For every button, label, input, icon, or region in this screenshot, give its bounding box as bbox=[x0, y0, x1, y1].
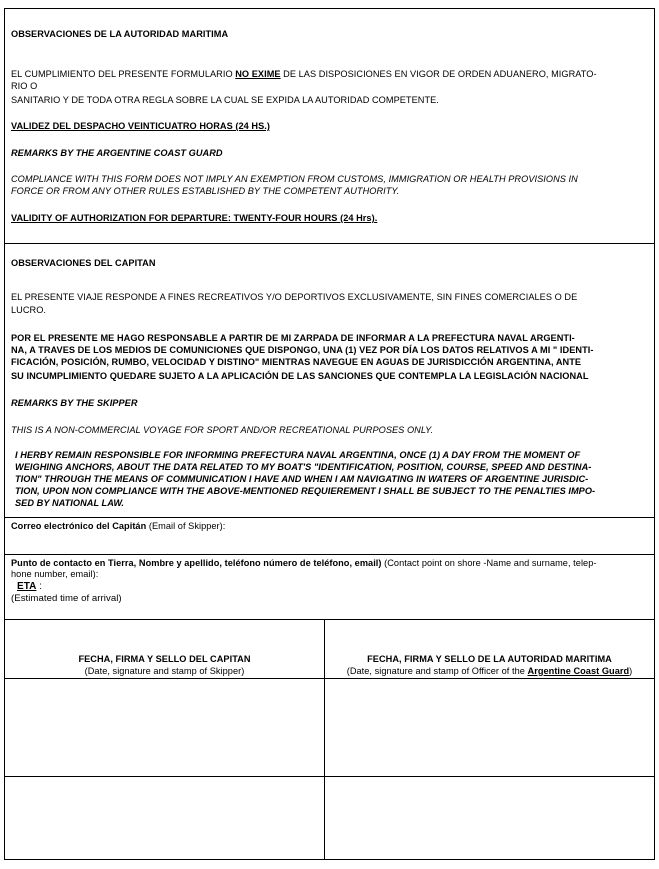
coast-guard-remarks-heading: REMARKS BY THE ARGENTINE COAST GUARD bbox=[11, 148, 223, 158]
responsibility-es-line3: FICACIÓN, POSICIÓN, RUMBO, VELOCIDAD Y DISTINO" MIENTRAS NAVEGUE EN AGUAS DE JURISDICCIÓN ARGENTINA, ANTE bbox=[11, 357, 582, 367]
compliance-en-line1: COMPLIANCE WITH THIS FORM DOES NOT IMPLY AN EXEMPTION FROM CUSTOMS, IMMIGRATION OR HEALTH PROVISIONS IN bbox=[11, 174, 578, 184]
coast-guard-emphasis: Argentine Coast Guard bbox=[527, 665, 630, 676]
skipper-signature-box[interactable] bbox=[5, 679, 324, 776]
skipper-signature-title: FECHA, FIRMA Y SELLO DEL CAPITAN bbox=[78, 654, 251, 664]
email-label-es: Correo electrónico del Capitán bbox=[11, 521, 147, 531]
maritime-observations-heading: OBSERVACIONES DE LA AUTORIDAD MARITIMA bbox=[11, 29, 229, 39]
purpose-es-line1: EL PRESENTE VIAJE RESPONDE A FINES RECREATIVOS Y/O DEPORTIVOS EXCLUSIVAMENTE, SIN FINES COMERCIALES O DE bbox=[11, 292, 578, 302]
skipper-email-field[interactable] bbox=[11, 521, 649, 551]
compliance-en-line2: FORCE OR FROM ANY OTHER RULES ESTABLISHED BY THE COMPETENT AUTHORITY. bbox=[11, 186, 400, 196]
authority-signature-box[interactable] bbox=[325, 679, 654, 776]
contact-label-en: (Contact point on shore -Name and surname, telep- bbox=[381, 558, 597, 568]
responsibility-en-line3: TION" THROUGH THE MEANS OF COMMUNICATION I HAVE AND WHEN I AM NAVIGATING IN WATERS OF ARGENTINE JURISDIC- bbox=[15, 474, 589, 484]
responsibility-es-line2: NA, A TRAVES DE LOS MEDIOS DE COMUNICIONES QUE DISPONGO, UNA (1) VEZ POR DÍA LOS DATOS RELATIVOS A MI " IDENTI- bbox=[11, 345, 594, 355]
maritime-disclaimer-es-line2: RIO O bbox=[11, 81, 38, 91]
captain-observations-heading: OBSERVACIONES DEL CAPITAN bbox=[11, 258, 156, 268]
disclaimer-text-end: DE LAS DISPOSICIONES EN VIGOR DE ORDEN ADUANERO, MIGRATO- bbox=[280, 69, 597, 79]
authority-signature-header bbox=[325, 654, 654, 677]
authority-stamp-box[interactable] bbox=[325, 777, 654, 859]
skipper-stamp-box[interactable] bbox=[5, 777, 324, 859]
purpose-en: THIS IS A NON-COMMERCIAL VOYAGE FOR SPORT AND/OR RECREATIONAL PURPOSES ONLY. bbox=[11, 425, 434, 435]
responsibility-en-line5: SED BY NATIONAL LAW. bbox=[15, 498, 125, 508]
clearance-form bbox=[4, 8, 655, 860]
section-divider bbox=[5, 517, 654, 518]
eta-colon: : bbox=[36, 581, 43, 592]
authority-signature-title: FECHA, FIRMA Y SELLO DE LA AUTORIDAD MARITIMA bbox=[367, 654, 612, 664]
eta-field[interactable] bbox=[17, 581, 42, 593]
contact-label-en-line2: hone number, email): bbox=[11, 569, 99, 579]
section-divider bbox=[5, 243, 654, 244]
section-divider bbox=[5, 619, 654, 620]
shore-contact-field[interactable] bbox=[11, 558, 651, 570]
eta-label: ETA bbox=[17, 581, 37, 592]
disclaimer-text-start: EL CUMPLIMIENTO DEL PRESENTE FORMULARIO bbox=[11, 69, 236, 79]
no-exime-emphasis: NO EXIME bbox=[235, 69, 281, 79]
section-divider bbox=[5, 554, 654, 555]
maritime-disclaimer-es-line3: SANITARIO Y DE TODA OTRA REGLA SOBRE LA CUAL SE EXPIDA LA AUTORIDAD COMPETENTE. bbox=[11, 95, 439, 105]
authority-signature-subtitle bbox=[325, 666, 654, 678]
authority-subtitle-close: ) bbox=[629, 665, 633, 676]
validity-en: VALIDITY OF AUTHORIZATION FOR DEPARTURE: TWENTY-FOUR HOURS (24 Hrs). bbox=[11, 213, 378, 223]
responsibility-en-line1: I HERBY REMAIN RESPONSIBLE FOR INFORMING PREFECTURA NAVAL ARGENTINA, ONCE (1) A DAY FROM THE MOMENT OF bbox=[15, 450, 581, 460]
authority-subtitle-text: (Date, signature and stamp of Officer of the bbox=[346, 665, 528, 676]
responsibility-en-line4: TION, UPON NON COMPLIANCE WITH THE ABOVE-MENTIONED REQUIEREMENT I SHALL BE SUBJECT TO THE PENALTIES IMPO- bbox=[15, 486, 596, 496]
responsibility-en-line2: WEIGHING ANCHORS, ABOUT THE DATA RELATED TO MY BOAT'S "IDENTIFICATION, POSITION, COURSE, SPEED AND DESTINA- bbox=[15, 462, 592, 472]
validity-es: VALIDEZ DEL DESPACHO VEINTICUATRO HORAS (24 HS.) bbox=[11, 121, 270, 131]
maritime-disclaimer-es bbox=[11, 69, 651, 81]
responsibility-es-line4: SU INCUMPLIMIENTO QUEDARE SUJETO A LA APLICACIÓN DE LAS SANCIONES QUE CONTEMPLA LA LEGISLACIÓN NACIONAL bbox=[11, 371, 589, 381]
responsibility-es-line1: POR EL PRESENTE ME HAGO RESPONSABLE A PARTIR DE MI ZARPADA DE INFORMAR A LA PREFECTURA NAVAL ARGENTI- bbox=[11, 333, 575, 343]
eta-description: (Estimated time of arrival) bbox=[11, 593, 122, 604]
skipper-signature-header bbox=[5, 654, 324, 677]
skipper-signature-subtitle: (Date, signature and stamp of Skipper) bbox=[84, 665, 245, 676]
contact-label-es: Punto de contacto en Tierra, Nombre y apellido, teléfono número de teléfono, email) bbox=[11, 558, 382, 568]
purpose-es-line2: LUCRO. bbox=[11, 305, 47, 315]
skipper-remarks-heading: REMARKS BY THE SKIPPER bbox=[11, 398, 138, 408]
email-label-en: (Email of Skipper): bbox=[146, 521, 226, 531]
